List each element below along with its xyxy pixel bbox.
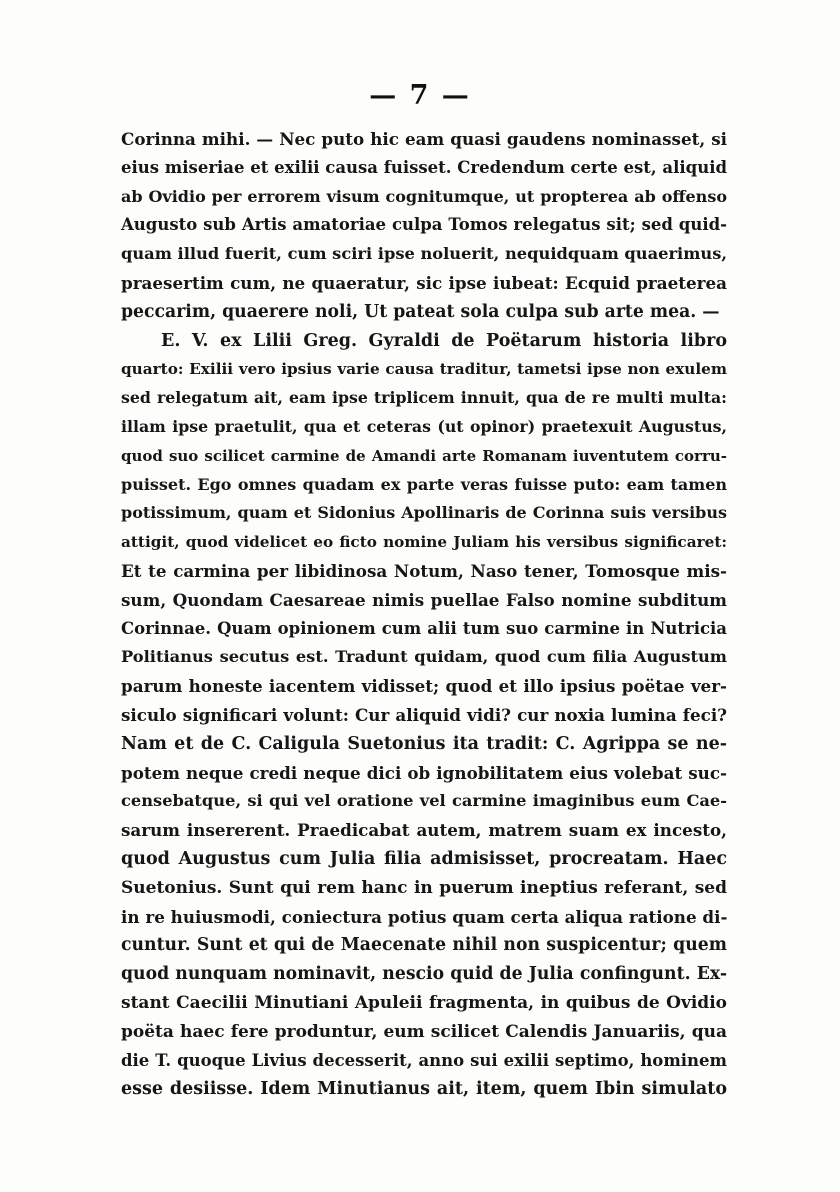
text-line: quod suo scilicet carmine de Amandi arte Romanam iuventutem corru- [121, 446, 727, 465]
text-line: quod Augustus cum Julia filia admisisset, procreatam. Haec [121, 848, 727, 869]
text-line: illam ipse praetulit, qua et ceteras (ut opinor) praetexuit Augustus, [121, 416, 727, 436]
text-line: eius miseriae et exilii causa fuisset. Credendum certe est, aliquid [121, 157, 727, 177]
text-line: die T. quoque Livius decesserit, anno sui exilii septimo, hominem [121, 1050, 727, 1070]
text-line: Politianus secutus est. Tradunt quidam, quod cum filia Augustum [121, 647, 727, 667]
page-number: — 7 — [369, 80, 471, 111]
text-line: sum, Quondam Caesareae nimis puellae Falso nomine subditum [121, 589, 727, 610]
text-line: quarto: Exilii vero ipsius varie causa traditur, tametsi ipse non exulem [121, 360, 727, 379]
text-line: puisset. Ego omnes quadam ex parte veras fuisse puto: eam tamen [121, 474, 727, 494]
text-line: Nam et de C. Caligula Suetonius ita tradit: C. Agrippa se ne- [121, 733, 727, 754]
text-line: cuntur. Sunt et qui de Maecenate nihil non suspicentur; quem [121, 935, 727, 956]
text-line: stant Caecilii Minutiani Apuleii fragmenta, in quibus de Ovidio [121, 992, 727, 1013]
text-line: in re huiusmodi, coniectura potius quam certa aliqua ratione di- [121, 906, 728, 927]
text-line: parum honeste iacentem vidisset; quod et illo ipsius poëtae ver- [121, 676, 727, 697]
text-line: attigit, quod videlicet eo ficto nomine Juliam his versibus significaret: [121, 533, 727, 552]
text-line: peccarim, quaerere noli, Ut pateat sola culpa sub arte mea. — [121, 301, 720, 322]
text-line: ab Ovidio per errorem visum cognitumque, ut propterea ab offenso [121, 186, 727, 206]
text-line: sarum insererent. Praedicabat autem, matrem suam ex incesto, [121, 820, 727, 841]
text-line: sed relegatum ait, eam ipse triplicem innuit, qua de re multi multa: [121, 388, 727, 408]
text-line: potem neque credi neque dici ob ignobilitatem eius volebat suc- [121, 762, 727, 783]
text-line: E. V. ex Lilii Greg. Gyraldi de Poëtarum historia libro [161, 330, 727, 351]
text-line: Augusto sub Artis amatoriae culpa Tomos relegatus sit; sed quid- [121, 215, 727, 235]
text-line: siculo significari volunt: Cur aliquid vidi? cur noxia lumina feci? [121, 704, 727, 725]
text-line: praesertim cum, ne quaeratur, sic ipse iubeat: Ecquid praeterea [121, 272, 727, 293]
text-line: esse desiisse. Idem Minutianus ait, item, quem Ibin simulato [121, 1079, 727, 1100]
text-line: quam illud fuerit, cum sciri ipse noluerit, nequidquam quaerimus, [121, 244, 728, 264]
text-line: Suetonius. Sunt qui rem hanc in puerum ineptius referant, sed [121, 877, 727, 898]
text-line: Et te carmina per libidinosa Notum, Naso tener, Tomosque mis- [121, 560, 727, 581]
body-text [121, 125, 727, 1104]
text-line: potissimum, quam et Sidonius Apollinaris de Corinna suis versibus [121, 503, 727, 523]
text-line: quod nunquam nominavit, nescio quid de Julia confingunt. Ex- [121, 964, 727, 985]
text-line: censebatque, si qui vel oratione vel carmine imaginibus eum Cae- [121, 791, 727, 811]
text-line: Corinnae. Quam opinionem cum alii tum suo carmine in Nutricia [121, 618, 727, 638]
text-line: Corinna mihi. — Nec puto hic eam quasi gaudens nominasset, si [121, 129, 727, 149]
text-line: poëta haec fere produntur, eum scilicet Calendis Januariis, qua [121, 1021, 727, 1042]
